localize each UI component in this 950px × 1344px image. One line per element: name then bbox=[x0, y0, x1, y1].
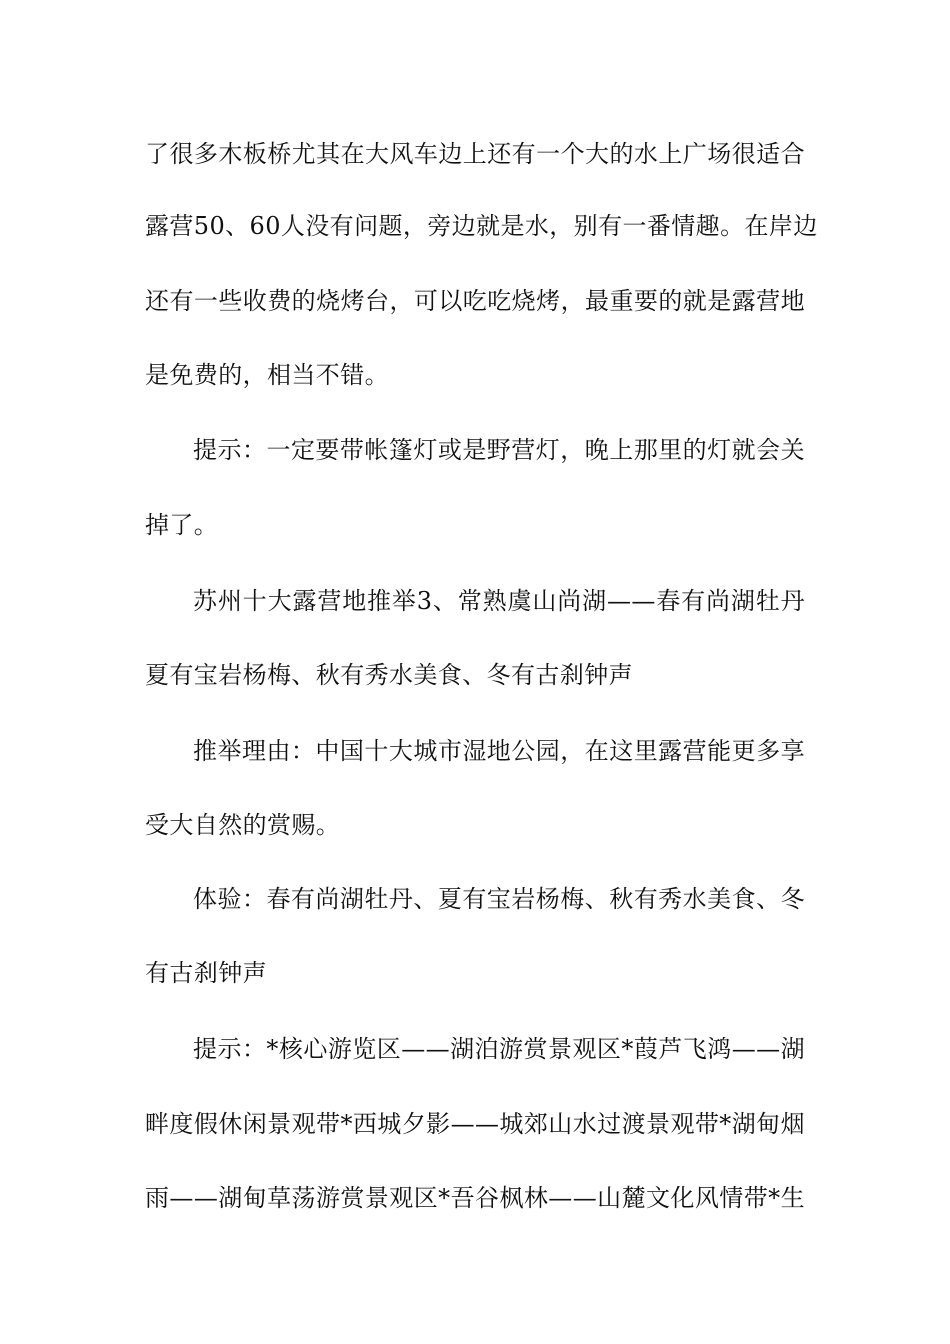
text-line: 了很多木板桥尤其在大风车边上还有一个大的水上广场很适合 bbox=[145, 140, 805, 168]
text-line: 提示：一定要带帐篷灯或是野营灯，晚上那里的灯就会关 bbox=[193, 436, 805, 464]
text-line: 畔度假休闲景观带*西城夕影——城郊山水过渡景观带*湖甸烟 bbox=[145, 1110, 805, 1138]
text-line: 还有一些收费的烧烤台，可以吃吃烧烤，最重要的就是露营地 bbox=[145, 287, 805, 315]
text-line: 是免费的，相当不错。 bbox=[145, 361, 389, 389]
text-line: 提示：*核心游览区——湖泊游赏景观区*葭芦飞鸿——湖 bbox=[193, 1035, 805, 1063]
text-line: 受大自然的赏赐。 bbox=[145, 811, 341, 839]
text-line: 推举理由：中国十大城市湿地公园，在这里露营能更多享 bbox=[193, 737, 805, 765]
text-line: 掉了。 bbox=[145, 511, 219, 539]
text-line: 雨——湖甸草荡游赏景观区*吾谷枫林——山麓文化风情带*生 bbox=[145, 1184, 805, 1212]
text-line: 有古刹钟声 bbox=[145, 959, 267, 987]
text-line: 夏有宝岩杨梅、秋有秀水美食、冬有古刹钟声 bbox=[145, 661, 633, 689]
text-line: 苏州十大露营地推举3、常熟虞山尚湖——春有尚湖牡丹 bbox=[193, 587, 805, 615]
text-line: 露营50、60人没有问题，旁边就是水，别有一番情趣。在岸边 bbox=[145, 212, 818, 240]
text-line: 体验：春有尚湖牡丹、夏有宝岩杨梅、秋有秀水美食、冬 bbox=[193, 885, 805, 913]
